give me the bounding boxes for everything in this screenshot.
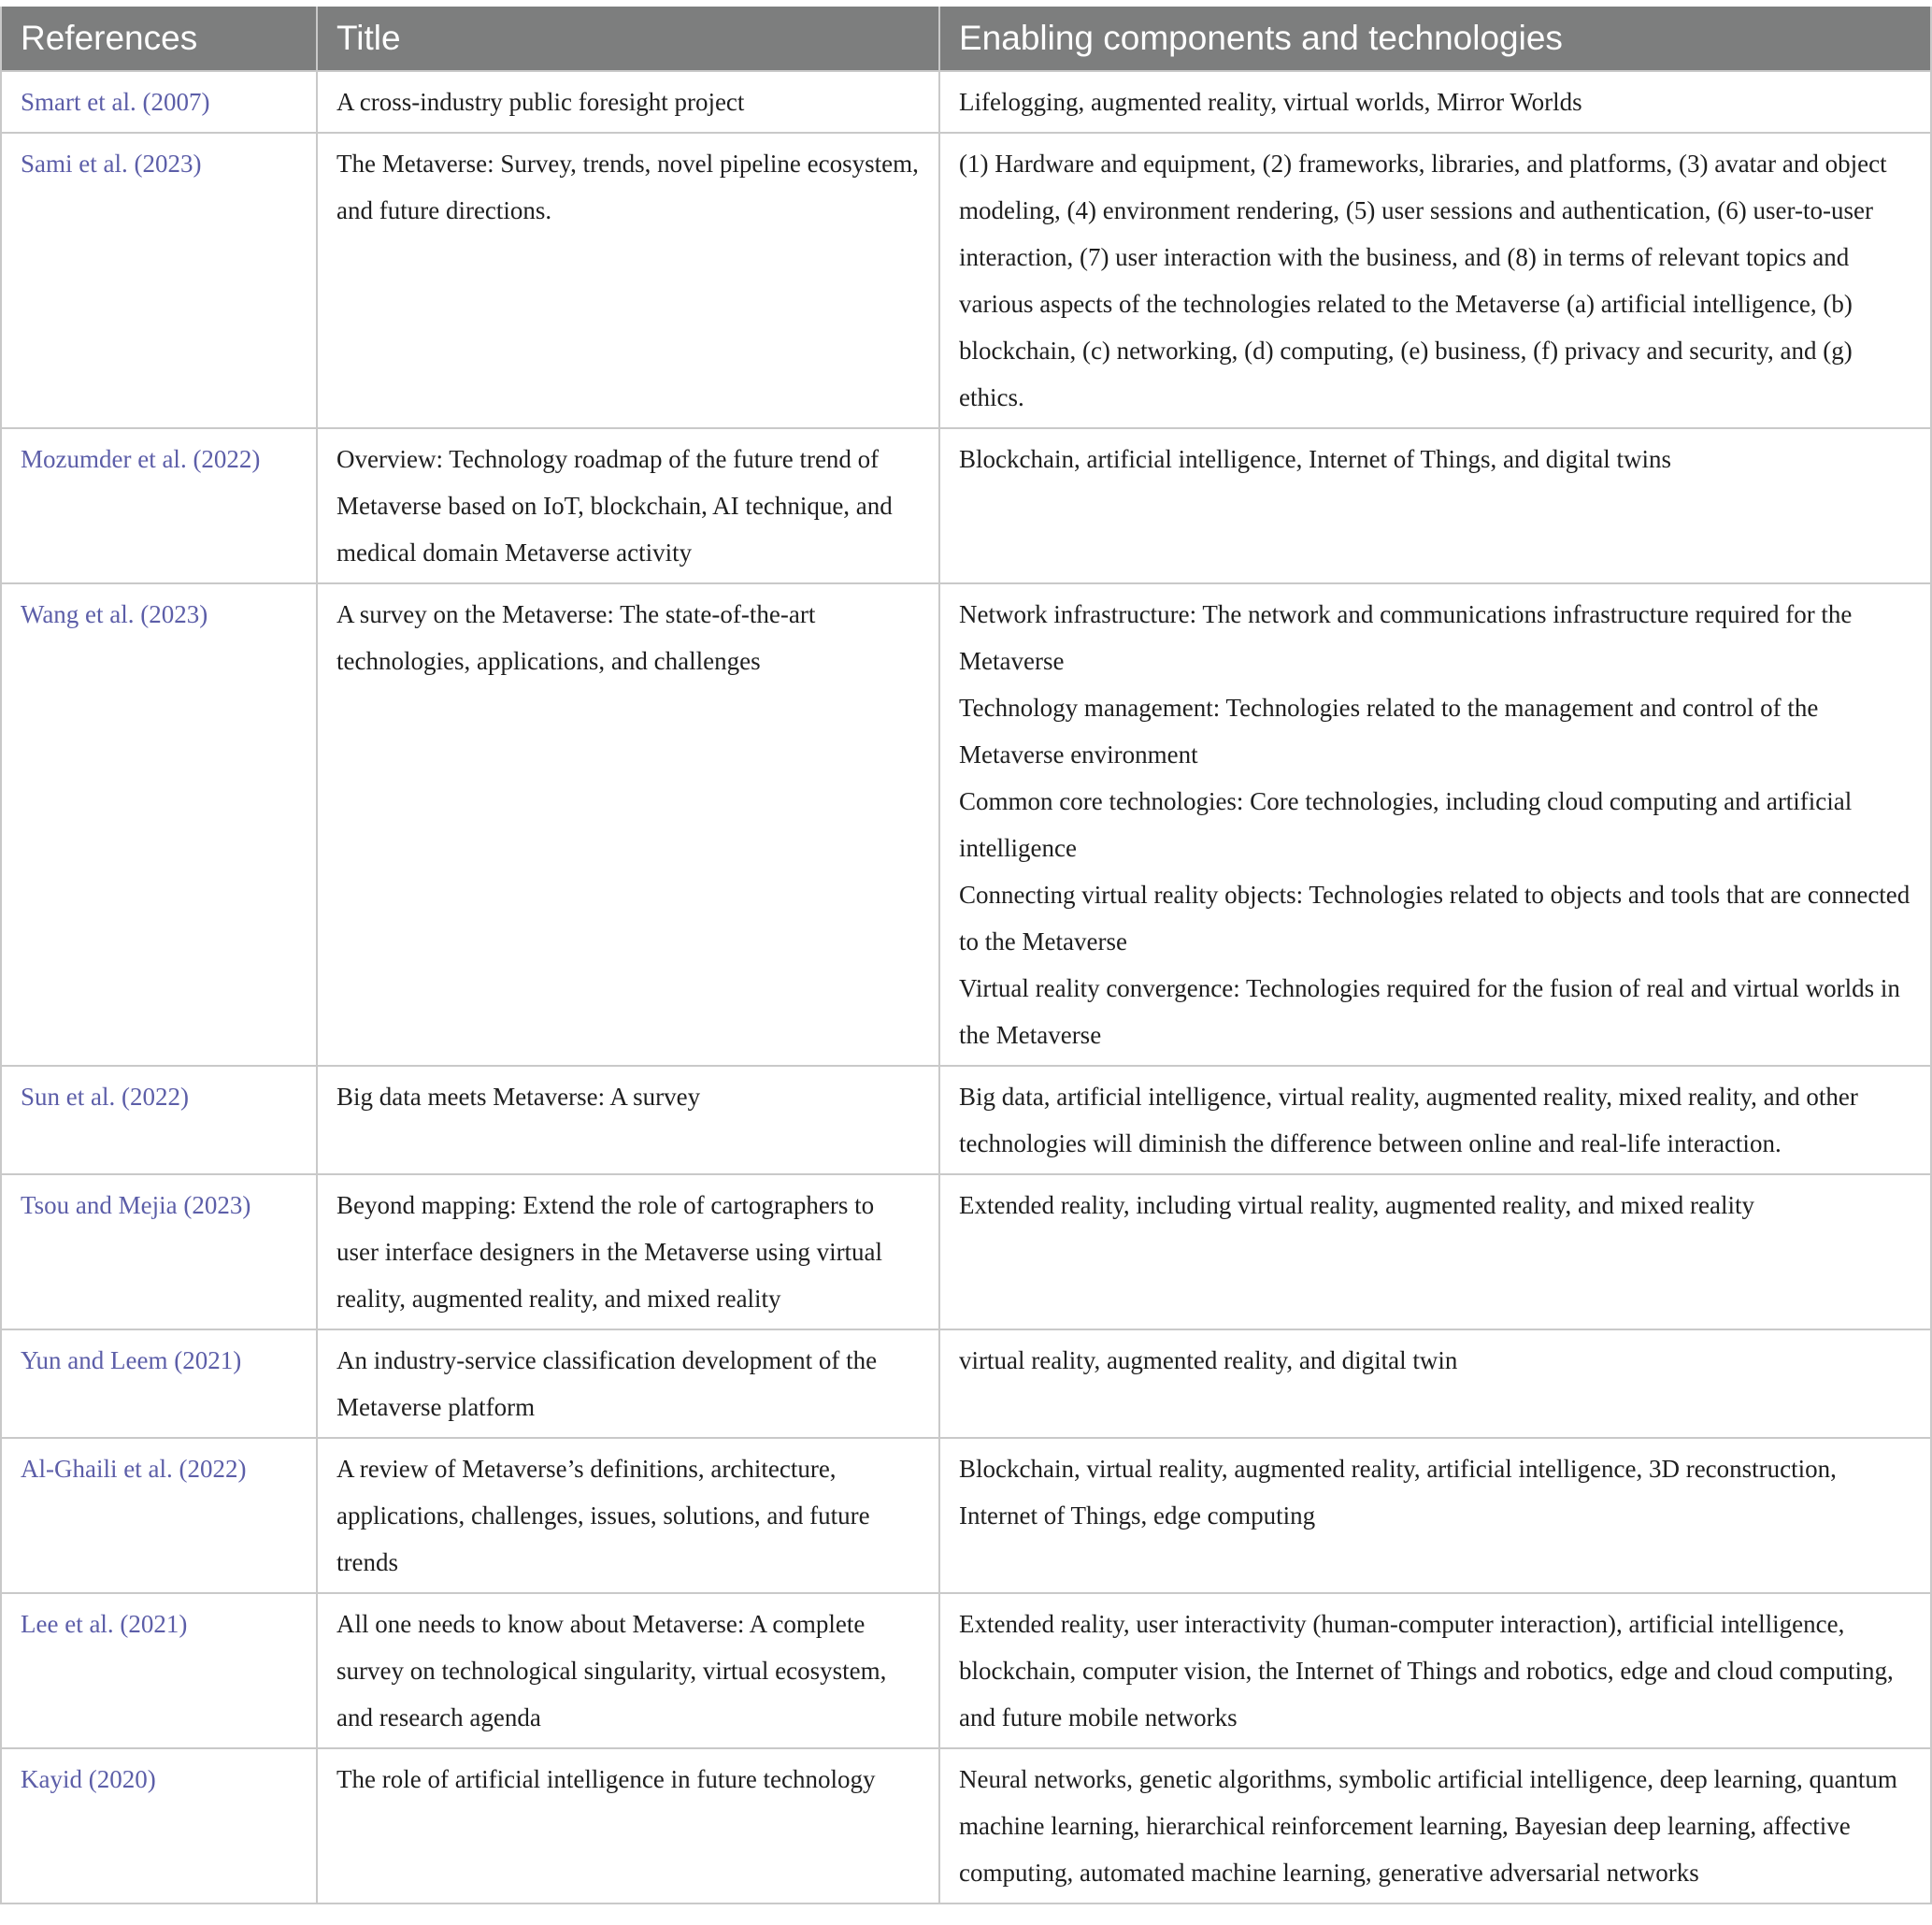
component-line: Big data, artificial intelligence, virtual reality, augmented reality, mixed reality, and other technologies will diminish the difference between online and real-life interaction. xyxy=(959,1083,1858,1157)
components-cell xyxy=(939,1438,1930,1593)
table-row xyxy=(2,428,1930,583)
header-references: References xyxy=(2,7,317,71)
component-line: Technology management: Technologies related to the management and control of the Metaverse environment xyxy=(959,694,1819,769)
component-line: Network infrastructure: The network and communications infrastructure required for the Metaverse xyxy=(959,600,1853,675)
table-row xyxy=(2,1593,1930,1748)
table-row xyxy=(2,133,1930,428)
component-line: Blockchain, virtual reality, augmented reality, artificial intelligence, 3D reconstruction, Internet of Things, edge computing xyxy=(959,1455,1837,1530)
components-cell xyxy=(939,1329,1930,1438)
table-row xyxy=(2,1748,1930,1903)
reference-link[interactable]: Al-Ghaili et al. (2022) xyxy=(2,1438,317,1593)
reference-link[interactable]: Wang et al. (2023) xyxy=(2,583,317,1066)
component-line: Lifelogging, augmented reality, virtual worlds, Mirror Worlds xyxy=(959,88,1582,116)
components-cell xyxy=(939,1174,1930,1329)
title-cell: A cross-industry public foresight project xyxy=(317,71,939,133)
title-cell: Overview: Technology roadmap of the future trend of Metaverse based on IoT, blockchain, AI technique, and medical domain Metaverse activity xyxy=(317,428,939,583)
components-cell xyxy=(939,1593,1930,1748)
reference-link[interactable]: Smart et al. (2007) xyxy=(2,71,317,133)
component-line: Virtual reality convergence: Technologies required for the fusion of real and virtual worlds in the Metaverse xyxy=(959,974,1900,1049)
table-body xyxy=(2,71,1930,1903)
component-line: Neural networks, genetic algorithms, symbolic artificial intelligence, deep learning, quantum machine learning, hierarchical reinforcement learning, Bayesian deep learning, affective computing, automated machine learning, generative adversarial networks xyxy=(959,1765,1897,1887)
reference-link[interactable]: Sami et al. (2023) xyxy=(2,133,317,428)
table-row xyxy=(2,1174,1930,1329)
table-row xyxy=(2,1329,1930,1438)
components-cell xyxy=(939,583,1930,1066)
title-cell: The Metaverse: Survey, trends, novel pipeline ecosystem, and future directions. xyxy=(317,133,939,428)
title-cell: An industry-service classification development of the Metaverse platform xyxy=(317,1329,939,1438)
component-line: virtual reality, augmented reality, and digital twin xyxy=(959,1346,1458,1374)
reference-link[interactable]: Lee et al. (2021) xyxy=(2,1593,317,1748)
title-cell: A review of Metaverse’s definitions, architecture, applications, challenges, issues, solutions, and future trends xyxy=(317,1438,939,1593)
header-row xyxy=(2,7,1930,71)
components-cell xyxy=(939,1066,1930,1174)
component-line: Connecting virtual reality objects: Technologies related to objects and tools that are connected to the Metaverse xyxy=(959,881,1911,955)
table-row xyxy=(2,71,1930,133)
title-cell: Big data meets Metaverse: A survey xyxy=(317,1066,939,1174)
title-cell: A survey on the Metaverse: The state-of-the-art technologies, applications, and challenges xyxy=(317,583,939,1066)
reference-link[interactable]: Tsou and Mejia (2023) xyxy=(2,1174,317,1329)
reference-link[interactable]: Yun and Leem (2021) xyxy=(2,1329,317,1438)
components-cell xyxy=(939,1748,1930,1903)
title-cell: The role of artificial intelligence in future technology xyxy=(317,1748,939,1903)
references-table-container xyxy=(0,7,1932,1904)
reference-link[interactable]: Sun et al. (2022) xyxy=(2,1066,317,1174)
component-line: (1) Hardware and equipment, (2) frameworks, libraries, and platforms, (3) avatar and object modeling, (4) environment rendering, (5) user sessions and authentication, (6) user-to-user interaction, (7) user interaction with the business, and (8) in terms of relevant topics and various aspects of the technologies related to the Metaverse (a) artificial intelligence, (b) blockchain, (c) networking, (d) computing, (e) business, (f) privacy and security, and (g) ethics. xyxy=(959,150,1887,411)
header-components: Enabling components and technologies xyxy=(939,7,1930,71)
component-line: Extended reality, user interactivity (human-computer interaction), artificial intelligence, blockchain, computer vision, the Internet of Things and robotics, edge and cloud computing, and future mobile networks xyxy=(959,1610,1894,1731)
table-row xyxy=(2,1438,1930,1593)
reference-link[interactable]: Mozumder et al. (2022) xyxy=(2,428,317,583)
title-cell: Beyond mapping: Extend the role of cartographers to user interface designers in the Metaverse using virtual reality, augmented reality, and mixed reality xyxy=(317,1174,939,1329)
components-cell xyxy=(939,71,1930,133)
component-line: Extended reality, including virtual reality, augmented reality, and mixed reality xyxy=(959,1191,1754,1219)
components-cell xyxy=(939,133,1930,428)
table-row xyxy=(2,583,1930,1066)
table-header xyxy=(2,7,1930,71)
header-title: Title xyxy=(317,7,939,71)
reference-link[interactable]: Kayid (2020) xyxy=(2,1748,317,1903)
component-line: Blockchain, artificial intelligence, Internet of Things, and digital twins xyxy=(959,445,1672,473)
title-cell: All one needs to know about Metaverse: A complete survey on technological singularity, virtual ecosystem, and research agenda xyxy=(317,1593,939,1748)
components-cell xyxy=(939,428,1930,583)
table-row xyxy=(2,1066,1930,1174)
references-table xyxy=(2,7,1930,1903)
component-line: Common core technologies: Core technologies, including cloud computing and artificial intelligence xyxy=(959,787,1853,862)
